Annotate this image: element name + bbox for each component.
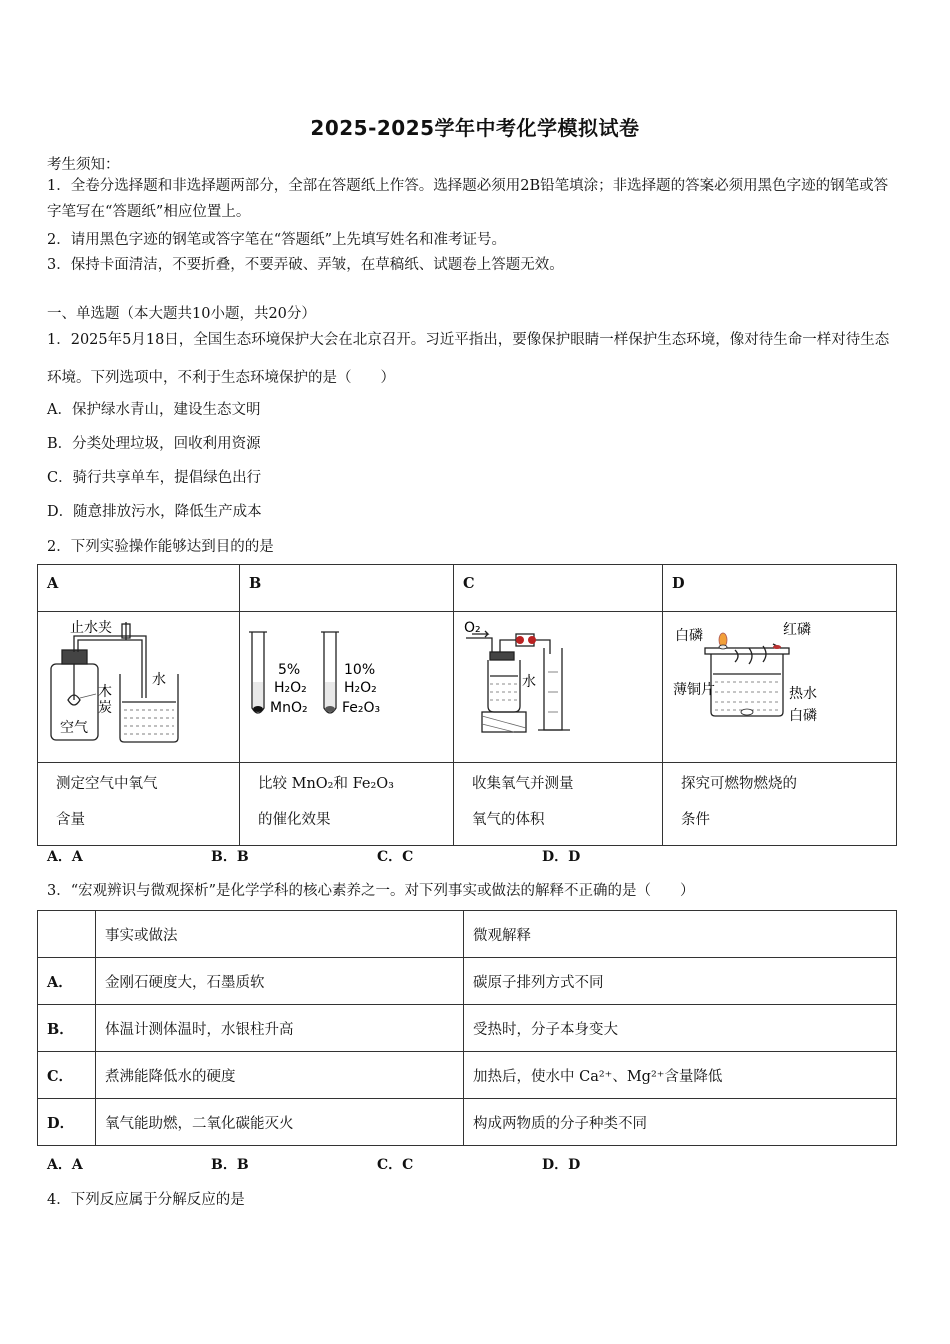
page-title: 2025-2025学年中考化学模拟试卷 xyxy=(310,116,640,140)
label-clamp: 止水夹 xyxy=(70,620,112,636)
q3-answer-b[interactable]: B．B xyxy=(211,1157,249,1173)
label-red-phosphorus: 红磷 xyxy=(783,622,811,638)
label-charcoal-2: 炭 xyxy=(98,700,112,716)
table-row: C． 煮沸能降低水的硬度 加热后，使水中 Ca²⁺、Mg²⁺含量降低 xyxy=(38,1052,897,1099)
q1-option-c: C．骑行共享单车，提倡绿色出行 xyxy=(47,470,262,486)
label-percent-2: 10% xyxy=(344,662,376,678)
table-row: A． 金刚石硬度大，石墨质软 碳原子排列方式不同 xyxy=(38,958,897,1005)
q3-header-explanation: 微观解释 xyxy=(464,911,897,958)
q3-header-fact: 事实或做法 xyxy=(96,911,464,958)
q2-stem: 2．下列实验操作能够达到目的的是 xyxy=(47,539,274,555)
notice-item-1: 1．全卷分选择题和非选择题两部分，全部在答题纸上作答。选择题必须用2B铅笔填涂；非选择题的答案必须用黑色字迹的钢笔或答字笔写在“答题纸”相应位置上。 xyxy=(47,178,889,220)
q2-answer-b[interactable]: B．B xyxy=(211,849,249,865)
q3-answer-a[interactable]: A．A xyxy=(47,1157,83,1173)
label-fe2o3: Fe₂O₃ xyxy=(342,700,381,716)
combustion-conditions-figure xyxy=(663,612,895,758)
q3-answer-d[interactable]: D．D xyxy=(542,1157,581,1173)
q2-caption-a: 测定空气中氧气 含量 xyxy=(38,763,240,846)
q1-stem: 1．2025年5月18日，全国生态环境保护大会在北京召开。习近平指出，要像保护眼睛一样保护生态环境，像对待生命一样对待生态环境。下列选项中，不利于生态环境保护的是（ ） xyxy=(47,332,890,386)
q4-stem: 4．下列反应属于分解反应的是 xyxy=(47,1192,245,1208)
apparatus-oxygen-content-figure xyxy=(38,612,238,758)
label-hot-water: 热水 xyxy=(789,686,817,702)
q2-caption-d: 探究可燃物燃烧的 条件 xyxy=(663,763,897,846)
label-air: 空气 xyxy=(60,720,88,736)
label-charcoal-1: 木 xyxy=(98,684,112,700)
label-mno2: MnO₂ xyxy=(270,700,308,716)
q3-table xyxy=(37,910,897,1146)
q2-caption-c: 收集氧气并测量 氧气的体积 xyxy=(454,763,663,846)
notice-heading: 考生须知： xyxy=(47,157,120,173)
q2-caption-b: 比较 MnO₂和 Fe₂O₃ 的催化效果 xyxy=(240,763,454,846)
q3-answer-c[interactable]: C．C xyxy=(377,1157,414,1173)
table-row: B． 体温计测体温时，水银柱升高 受热时，分子本身变大 xyxy=(38,1005,897,1052)
label-o2: O₂ xyxy=(464,620,481,636)
q2-figure-d xyxy=(663,612,897,763)
gas-collection-figure xyxy=(454,612,661,758)
q2-figure-c xyxy=(454,612,663,763)
notice-item-2: 2．请用黑色字迹的钢笔或答字笔在“答题纸”上先填写姓名和准考证号。 xyxy=(47,232,507,248)
q2-answer-c[interactable]: C．C xyxy=(377,849,414,865)
q2-answer-d[interactable]: D．D xyxy=(542,849,581,865)
q2-header-d: D xyxy=(663,565,897,612)
label-white-phosphorus: 白磷 xyxy=(675,628,703,644)
q2-figure-a xyxy=(38,612,240,763)
q1-option-b: B．分类处理垃圾，回收利用资源 xyxy=(47,436,261,452)
q2-table xyxy=(37,564,897,846)
q3-stem: 3．“宏观辨识与微观探析”是化学学科的核心素养之一。对下列事实或做法的解释不正确的是（ ） xyxy=(47,883,695,899)
q2-header-b: B xyxy=(240,565,454,612)
section-heading: 一、单选题（本大题共10小题，共20分） xyxy=(47,306,316,322)
q2-header-a: A xyxy=(38,565,240,612)
q2-header-c: C xyxy=(454,565,663,612)
table-row: D． 氧气能助燃，二氧化碳能灭火 构成两物质的分子种类不同 xyxy=(38,1099,897,1146)
q3-header-empty xyxy=(38,911,96,958)
label-water-c: 水 xyxy=(522,674,536,690)
label-h2o2-1: H₂O₂ xyxy=(274,680,307,696)
notice-item-3: 3．保持卡面清洁，不要折叠，不要弄破、弄皱，在草稿纸、试题卷上答题无效。 xyxy=(47,257,564,273)
label-water-a: 水 xyxy=(152,672,166,688)
label-h2o2-2: H₂O₂ xyxy=(344,680,377,696)
q1-option-a: A．保护绿水青山，建设生态文明 xyxy=(47,402,261,418)
q2-figure-b xyxy=(240,612,454,763)
q1-option-d: D．随意排放污水，降低生产成本 xyxy=(47,504,262,520)
q2-answer-a[interactable]: A．A xyxy=(47,849,83,865)
label-white-phosphorus-2: 白磷 xyxy=(789,708,817,724)
label-copper-sheet: 薄铜片 xyxy=(673,682,715,698)
test-tubes-figure xyxy=(240,612,452,758)
label-percent-1: 5% xyxy=(278,662,301,678)
